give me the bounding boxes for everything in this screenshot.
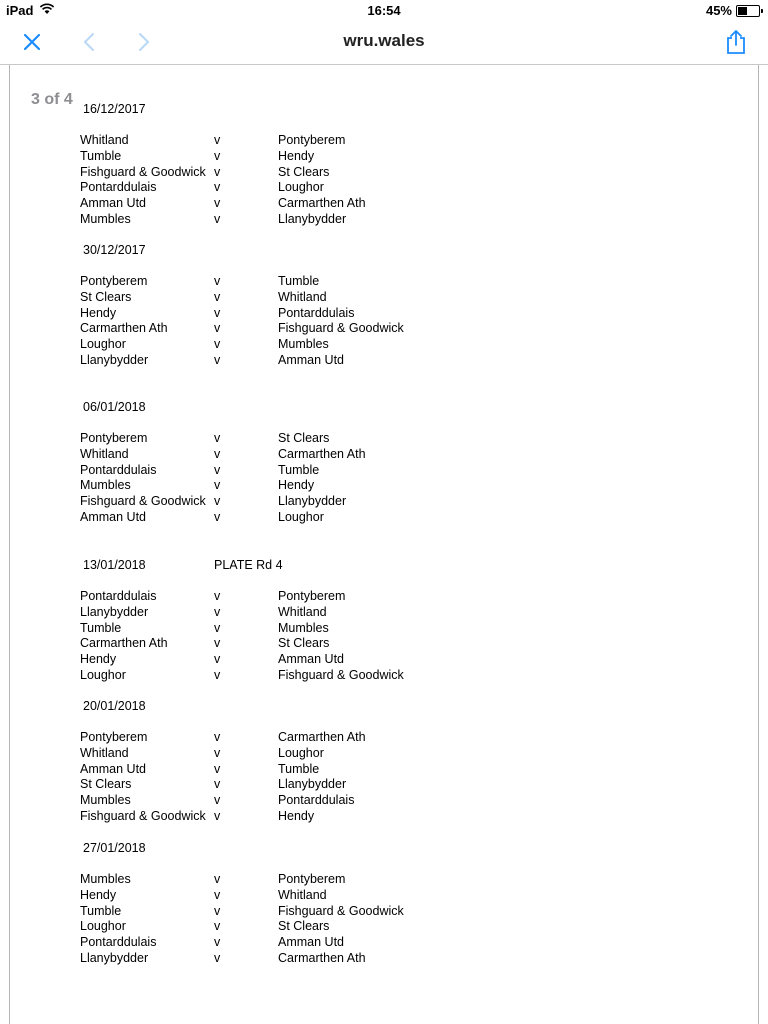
home-team: Pontarddulais (80, 462, 157, 477)
away-team: Carmarthen Ath (278, 951, 366, 965)
away-team: Fishguard & Goodwick (278, 903, 404, 918)
status-time: 16:54 (367, 3, 401, 18)
away-team: Carmarthen Ath (278, 730, 366, 744)
versus-label: v (214, 903, 221, 918)
home-team: Pontarddulais (80, 180, 157, 195)
versus-label: v (214, 951, 221, 965)
versus-label: v (214, 793, 221, 808)
away-team: Mumbles (278, 620, 329, 635)
match-row (10, 872, 758, 888)
home-team: Fishguard & Goodwick (80, 809, 206, 823)
round-date: 13/01/2018 (83, 558, 146, 572)
away-team: Pontarddulais (278, 305, 355, 320)
match-row (10, 951, 758, 967)
match-row (10, 133, 758, 149)
round-label: PLATE Rd 4 (214, 558, 283, 572)
home-team: Mumbles (80, 212, 131, 226)
away-team: Pontarddulais (278, 793, 355, 808)
match-row (10, 321, 758, 337)
match-row (10, 919, 758, 935)
match-row (10, 777, 758, 793)
match-row (10, 478, 758, 494)
match-row (10, 510, 758, 526)
home-team: Llanybydder (80, 604, 149, 619)
match-row (10, 353, 758, 369)
away-team: Amman Utd (278, 652, 344, 667)
versus-label: v (214, 510, 221, 524)
home-team: St Clears (80, 289, 132, 304)
versus-label: v (214, 761, 221, 776)
versus-label: v (214, 431, 221, 445)
versus-label: v (214, 620, 221, 635)
match-row (10, 337, 758, 353)
home-team: Whitland (80, 133, 129, 147)
status-bar (0, 0, 768, 20)
match-row (10, 447, 758, 463)
versus-label: v (214, 196, 221, 211)
home-team: Amman Utd (80, 510, 146, 524)
versus-label: v (214, 133, 221, 147)
home-team: Loughor (80, 337, 126, 352)
home-team: Hendy (80, 652, 117, 667)
versus-label: v (214, 589, 221, 603)
away-team: Fishguard & Goodwick (278, 668, 404, 682)
home-team: Tumble (80, 620, 122, 635)
match-row (10, 935, 758, 951)
match-row (10, 212, 758, 228)
home-team: Mumbles (80, 478, 131, 493)
away-team: Amman Utd (278, 353, 344, 367)
share-button[interactable] (722, 28, 750, 56)
home-team: Whitland (80, 745, 129, 760)
versus-label: v (214, 919, 221, 934)
versus-label: v (214, 353, 221, 367)
match-row (10, 762, 758, 778)
match-row (10, 621, 758, 637)
home-team: Loughor (80, 919, 126, 934)
match-row (10, 888, 758, 904)
versus-label: v (214, 935, 221, 950)
versus-label: v (214, 494, 221, 509)
home-team: Tumble (80, 148, 122, 163)
navigation-bar (0, 20, 768, 65)
round-date: 27/01/2018 (83, 841, 146, 855)
versus-label: v (214, 604, 221, 619)
match-row (10, 463, 758, 479)
document-viewer[interactable] (9, 65, 759, 1024)
round-date: 16/12/2017 (83, 102, 146, 116)
page-title: wru.wales (343, 31, 425, 50)
away-team: Hendy (278, 478, 315, 493)
versus-label: v (214, 446, 221, 461)
match-row (10, 306, 758, 322)
home-team: St Clears (80, 777, 132, 792)
home-team: Mumbles (80, 793, 131, 808)
match-row (10, 668, 758, 684)
away-team: Pontyberem (278, 133, 346, 147)
away-team: Tumble (278, 761, 320, 776)
match-row (10, 180, 758, 196)
match-row (10, 809, 758, 825)
versus-label: v (214, 180, 221, 195)
home-team: Fishguard & Goodwick (80, 494, 206, 509)
home-team: Pontyberem (80, 730, 148, 744)
away-team: Carmarthen Ath (278, 196, 366, 211)
home-team: Fishguard & Goodwick (80, 164, 206, 179)
versus-label: v (214, 872, 221, 886)
match-row (10, 149, 758, 165)
match-row (10, 165, 758, 181)
away-team: Pontyberem (278, 589, 346, 603)
away-team: Amman Utd (278, 935, 344, 950)
away-team: Fishguard & Goodwick (278, 321, 404, 336)
versus-label: v (214, 274, 221, 288)
home-team: Pontarddulais (80, 589, 157, 603)
away-team: Whitland (278, 289, 327, 304)
battery-percentage: 45% (705, 3, 732, 18)
home-team: Amman Utd (80, 761, 146, 776)
battery-icon (736, 5, 760, 17)
match-row (10, 746, 758, 762)
versus-label: v (214, 478, 221, 493)
versus-label: v (214, 148, 221, 163)
match-row (10, 652, 758, 668)
away-team: Tumble (278, 462, 320, 477)
match-row (10, 494, 758, 510)
versus-label: v (214, 337, 221, 352)
away-team: St Clears (278, 164, 330, 179)
home-team: Pontyberem (80, 274, 148, 288)
share-icon (725, 29, 747, 55)
away-team: Loughor (278, 180, 324, 195)
battery-level (738, 7, 747, 15)
home-team: Llanybydder (80, 353, 149, 367)
away-team: St Clears (278, 919, 330, 934)
away-team: Hendy (278, 809, 315, 823)
away-team: Llanybydder (278, 212, 347, 226)
versus-label: v (214, 212, 221, 226)
home-team: Amman Utd (80, 196, 146, 211)
versus-label: v (214, 164, 221, 179)
away-team: Loughor (278, 745, 324, 760)
round-date: 30/12/2017 (83, 243, 146, 257)
match-row (10, 196, 758, 212)
away-team: Whitland (278, 604, 327, 619)
away-team: Llanybydder (278, 777, 347, 792)
round-date: 20/01/2018 (83, 699, 146, 713)
home-team: Loughor (80, 668, 126, 682)
home-team: Hendy (80, 887, 117, 902)
away-team: Llanybydder (278, 494, 347, 509)
versus-label: v (214, 745, 221, 760)
home-team: Carmarthen Ath (80, 636, 168, 651)
versus-label: v (214, 636, 221, 651)
versus-label: v (214, 730, 221, 744)
away-team: Mumbles (278, 337, 329, 352)
away-team: Hendy (278, 148, 315, 163)
away-team: St Clears (278, 431, 330, 445)
away-team: Tumble (278, 274, 320, 288)
versus-label: v (214, 809, 221, 823)
match-row (10, 793, 758, 809)
home-team: Pontarddulais (80, 935, 157, 950)
home-team: Tumble (80, 903, 122, 918)
away-team: Carmarthen Ath (278, 446, 366, 461)
versus-label: v (214, 321, 221, 336)
home-team: Pontyberem (80, 431, 148, 445)
round-date: 06/01/2018 (83, 400, 146, 414)
home-team: Whitland (80, 446, 129, 461)
match-row (10, 636, 758, 652)
away-team: Loughor (278, 510, 324, 524)
home-team: Mumbles (80, 872, 131, 886)
match-row (10, 431, 758, 447)
versus-label: v (214, 668, 221, 682)
match-row (10, 290, 758, 306)
away-team: Pontyberem (278, 872, 346, 886)
versus-label: v (214, 777, 221, 792)
away-team: Whitland (278, 887, 327, 902)
device-name: iPad (6, 3, 34, 18)
versus-label: v (214, 289, 221, 304)
home-team: Llanybydder (80, 951, 149, 965)
match-row (10, 904, 758, 920)
match-row (10, 274, 758, 290)
page-indicator: 3 of 4 (31, 91, 73, 108)
versus-label: v (214, 652, 221, 667)
away-team: St Clears (278, 636, 330, 651)
versus-label: v (214, 462, 221, 477)
match-row (10, 605, 758, 621)
match-row (10, 589, 758, 605)
versus-label: v (214, 305, 221, 320)
versus-label: v (214, 887, 221, 902)
home-team: Hendy (80, 305, 117, 320)
status-right (706, 3, 760, 18)
match-row (10, 730, 758, 746)
home-team: Carmarthen Ath (80, 321, 168, 336)
